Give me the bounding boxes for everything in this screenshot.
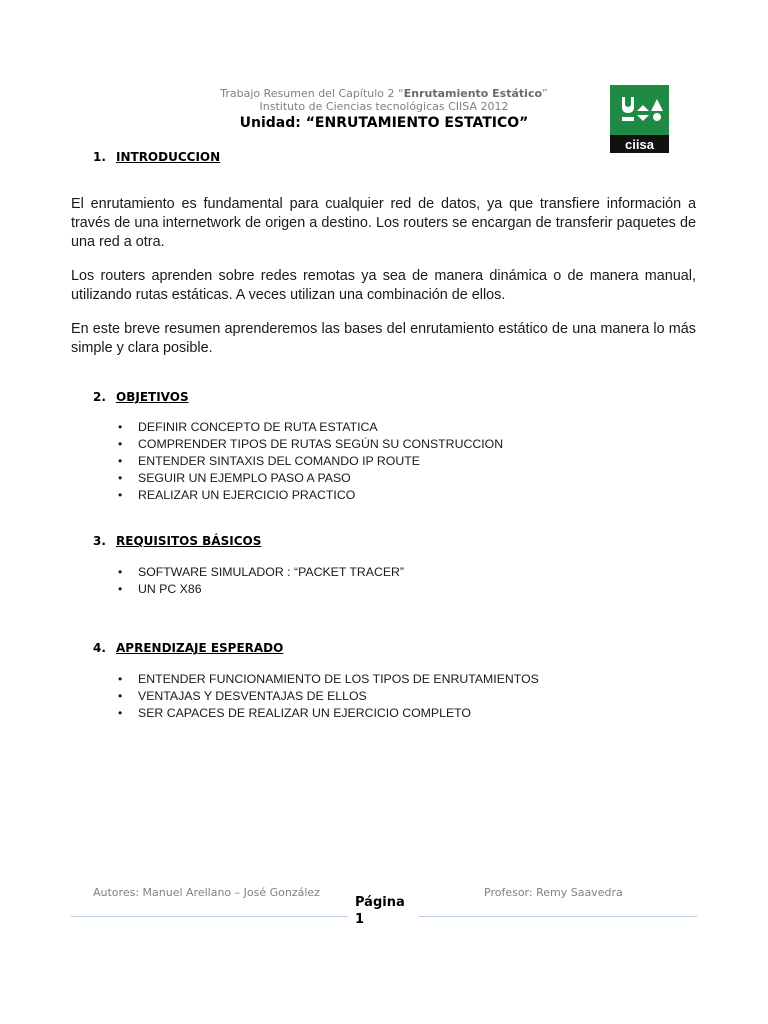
section-heading-introduccion: 1. INTRODUCCION [93, 150, 221, 164]
footer-professor: Profesor: Remy Saavedra [484, 886, 623, 899]
list-item: • SEGUIR UN EJEMPLO PASO A PASO [118, 470, 503, 487]
ciisa-logo [610, 85, 669, 153]
list-item: • VENTAJAS Y DESVENTAJAS DE ELLOS [118, 688, 539, 705]
footer-authors: Autores: Manuel Arellano – José González [93, 886, 320, 899]
intro-paragraph-2: Los routers aprenden sobre redes remotas ya sea de manera dinámica o de manera manual, utilizando rutas estáticas. A veces utilizan una combinación de ellos. [71, 268, 696, 303]
list-item: • SOFTWARE SIMULADOR : “PACKET TRACER” [118, 564, 404, 581]
list-item: • UN PC X86 [118, 581, 404, 598]
objetivos-list [118, 419, 503, 504]
footer-page-number: Página 1 [355, 895, 405, 927]
footer-rule-left [71, 916, 348, 917]
aprendizaje-list [118, 671, 539, 722]
intro-paragraph-1: El enrutamiento es fundamental para cualquier red de datos, ya que transfiere información a través de una internetwork de origen a destino. Los routers se encargan de transferir paquetes de una red a otra. [71, 196, 696, 250]
header-course-line: Trabajo Resumen del Capítulo 2 “Enrutamiento Estático” [220, 87, 548, 100]
section-heading-requisitos: 3. REQUISITOS BÁSICOS [93, 534, 262, 548]
list-item: • REALIZAR UN EJERCICIO PRACTICO [118, 487, 503, 504]
list-item: • SER CAPACES DE REALIZAR UN EJERCICIO COMPLETO [118, 705, 539, 722]
section-heading-objetivos: 2. OBJETIVOS [93, 390, 189, 404]
list-item: • COMPRENDER TIPOS DE RUTAS SEGÚN SU CONSTRUCCION [118, 436, 503, 453]
list-item: • ENTENDER FUNCIONAMIENTO DE LOS TIPOS DE ENRUTAMIENTOS [118, 671, 539, 688]
header-course-topic: Enrutamiento Estático [403, 87, 543, 100]
intro-paragraph-3: En este breve resumen aprenderemos las bases del enrutamiento estático de una manera lo más simple y clara posible. [71, 321, 696, 356]
page-title: Unidad: “ENRUTAMIENTO ESTATICO” [239, 115, 529, 131]
requisitos-list [118, 564, 404, 598]
list-item: • DEFINIR CONCEPTO DE RUTA ESTATICA [118, 419, 503, 436]
section-heading-aprendizaje: 4. APRENDIZAJE ESPERADO [93, 641, 284, 655]
logo-wordmark: ciisa [625, 137, 654, 152]
footer-rule-right [419, 916, 697, 917]
list-item: • ENTENDER SINTAXIS DEL COMANDO IP ROUTE [118, 453, 503, 470]
header-institute-line: Instituto de Ciencias tecnológicas CIISA 2012 [259, 100, 509, 113]
